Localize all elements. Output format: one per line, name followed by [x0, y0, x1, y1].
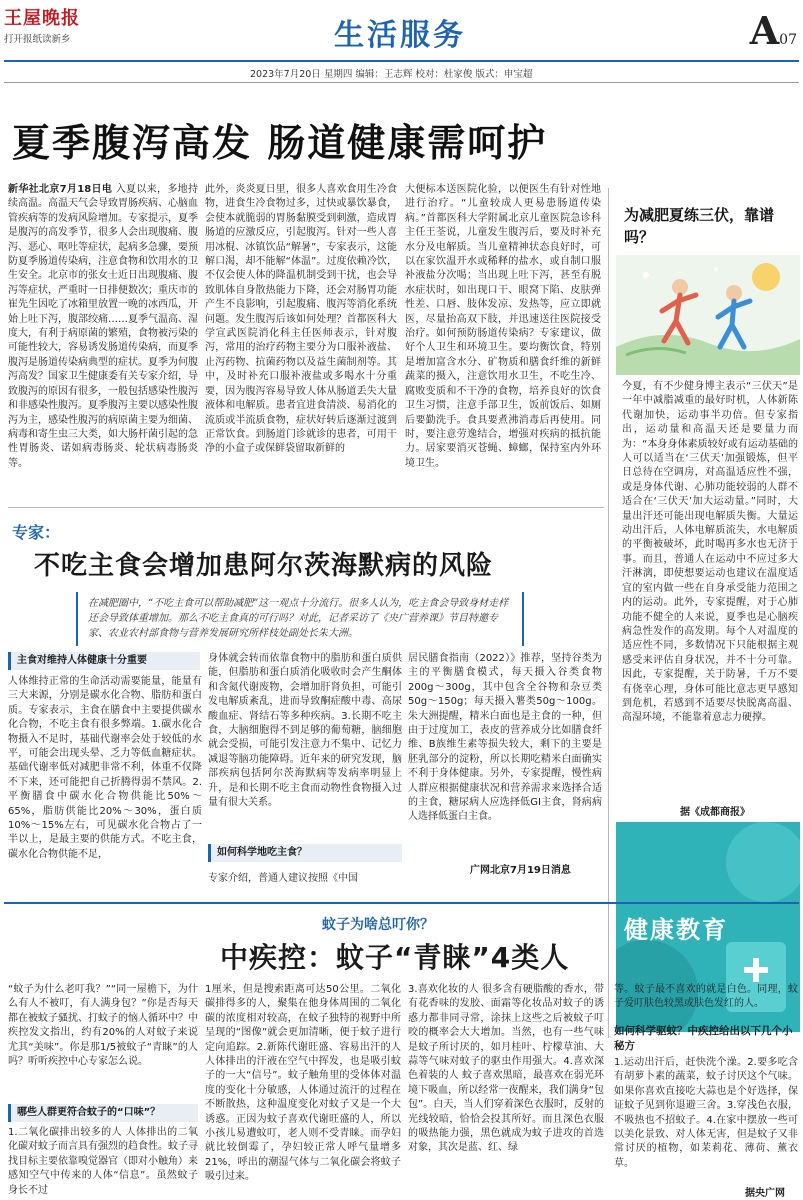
- runners-drawing: [616, 255, 800, 375]
- article2-column-2b: 专家介绍，普通人建议按照《中国: [208, 873, 358, 884]
- masthead-rule: [4, 60, 799, 62]
- article2-column-3: 居民膳食指南（2022）》推荐，坚持谷类为主的平衡膳食模式，每天摄入谷类食物200g～300g，其中包含全谷物和杂豆类50g～150g；每天摄入薯类50g～100g。朱大洲提醒，精米白面也是主食的一种，但由于过度加工，表皮的营养成分比如膳食纤维、B族维生素等损失较大，剩下的主要是胚乳部分的淀粉，所以长期吃精米白面确实不利于身体健康。另外，专家提醒，慢性病人群应根据健康状况和营养需求来选择合适的主食，糖尿病人应选择低GI主食，肾病病人选择低蛋白主食。: [408, 653, 602, 823]
- page-letter: A: [749, 8, 780, 53]
- headline-alzheimers: 不吃主食会增加患阿尔茨海默病的风险: [34, 551, 494, 581]
- exercise-illustration: [616, 255, 800, 375]
- dateline: 2023年7月20日 星期四 编辑：王志辉 校对：杜家俊 版式：申宝超: [250, 69, 533, 80]
- section-title: 生活服务: [334, 18, 466, 53]
- article3-subhead-1: 哪些人群更符合蚊子的“口味”？: [8, 1104, 198, 1122]
- article1-column-1-text: 入夏以来，多地持续高温。高温天气会导致胃肠疾病、心脑血管疾病等的发病风险增加。专家提示，夏季是腹泻的高发季节，很多人会出现腹痛、腹泻、恶心、呕吐等症状，起病多急骤，要预防夏季肠道传染病，注意食物和饮用水的卫生安全。北京市的张女士近日出现腹痛、腹泻等症状，严重时一日排便数次；重庆市的崔先生因吃了冰箱里放置一晚的冰西瓜，开始上吐下泻，腹部绞痛……夏季气温高、湿度大，有利于病原菌的繁殖，食物被污染的可能性较大，容易诱发肠道传染病，而夏季腹泻是肠道传染病典型的症状。夏季为何腹泻高发？国家卫生健康委有关专家介绍，导致腹泻的原因有很多，一般包括感染性腹泻和非感染性腹泻。夏季腹泻主要以感染性腹泻为主，感染性腹泻的病原菌主要为细菌、病毒和寄生虫三大类，如大肠杆菌引起的急性胃肠炎、诺如病毒肠炎、轮状病毒肠炎等。: [8, 184, 198, 469]
- article3-column-1: “蚊子为什么老叮我？”“同一屋檐下，为什么有人不被叮，有人满身包？”你是否每天都在被蚊子骚扰、打蚊子的恼人循环中？中疾控发文指出，约有20%的人对蚊子来说尤其“美味”。你是那1/5被蚊子“青睐”的人吗？听听疾控中心专家怎么说。: [8, 984, 198, 1068]
- article2-intro: 在减肥圈中，“不吃主食可以帮助减肥”这一观点十分流行。很多人认为，吃主食会导致身材走样还会导致体重增加。那么不吃主食真的可行吗？对此，记者采访了《央广营养课》节目特邀专家、农业农村部食物与营养发展研究所样枝处副处长朱大洲。: [88, 598, 509, 639]
- article3-column-2: 1厘米，但是搜索距离可达50公里。二氧化碳排得多的人，聚集在他身体周围的二氧化碳的浓度相对较高，在蚊子独特的视野中所呈现的“图像”就会更加清晰，便于蚊子进行定向追踪。2.新陈代谢旺盛、容易出汗的人 人体排出的汗液在空气中挥发，也是吸引蚊子的一大“信号”。蚊子触角里的受体体对温度的变化十分敏感，人体通过流汗的过程在不断散热，这种温度变化对蚊子又是一个大诱惑。正因为蚊子喜欢代谢旺盛的人，所以小孩儿易遭蚊叮，老人则不受青睐。而孕妇就比较倒霉了，孕妇较正常人呼气量增多21%，呼出的潮湿气体与二氧化碳会将蚊子吸引过来。: [205, 984, 401, 1183]
- article3-kicker: 蚊子为啥总叮你？: [322, 917, 434, 933]
- headline-diarrhea: 夏季腹泻高发 肠道健康需呵护: [12, 121, 548, 165]
- sidebar-source: 据《成都商报》: [680, 807, 750, 818]
- article2-subhead-1: 主食对维持人体健康十分重要: [8, 652, 200, 670]
- article3-tips: 1.运动出汗后，赶快洗个澡。2.要多吃含有胡萝卜素的蔬菜，蚊子讨厌这个气味。如果你喜欢直接吃大蒜也是个好选择，保证蚊子见到你退避三舍。3.穿浅色衣服，不吸热也不招蚊子。4.在家中摆放一些可以美化景致、对人体无害，但是蚊子又非常讨厌的植物，如茉莉花、薄荷、薰衣草。: [614, 1057, 798, 1169]
- article1-column-3: 大便标本送医院化验，以便医生有针对性地进行治疗。“儿童较成人更易患肠道传染病。”首都医科大学附属北京儿童医院急诊科主任王荃说，儿童发生腹泻后，要及时补充水分及电解质。当儿童精神状态良好时，可以在家饮温开水或稀释的盐水，或自制口服补液盐分次喝；当出现上吐下泻，甚至有脱水症状时，如出现口干、眼窝下陷、皮肤弹性差、口唇、肢体发凉、发热等，应立即就医，尽量抬高双下肢，并迅速送往医院接受治疗。如何预防肠道传染病？专家建议，做好个人卫生和环境卫生。要均衡饮食，特别是增加富含水分、矿物质和膳食纤维的新鲜蔬菜的摄入，注意饮用水卫生，不吃生冷、腐败变质和不干净的食物，培养良好的饮食卫生习惯，注意手部卫生，饭前饭后、如厕后要勤洗手。食具要煮沸消毒后再使用。同时，要注意劳逸结合，增强对疾病的抵抗能力。居家要消灭苍蝇、蟑螂，保持室内外环境卫生。: [405, 184, 601, 469]
- article1-column-1: [8, 183, 198, 501]
- article3-column-4: 等。蚊子最不喜欢的就是白色。同理，蚊子爱叮肤色较黑或肤色发红的人。: [614, 984, 798, 1010]
- page-digits: 07: [779, 32, 797, 48]
- newspaper-name: 王屋晚报: [4, 8, 80, 29]
- article2-intro-box: [76, 592, 524, 646]
- article3-column-1b: 1.二氧化碳排出较多的人 人体排出的二氧化碳对蚊子而言具有强烈的趋食性。蚊子寻找目标主要依靠嗅觉器官（即对小触角）来感知空气中传来的人体“信息”。虽然蚊子身长不过: [8, 1127, 198, 1196]
- sidebar-title: 为减肥夏练三伏，靠谱吗？: [624, 206, 775, 246]
- sidebar-divider: [608, 188, 609, 1038]
- article2-kicker: 专家：: [12, 523, 61, 542]
- article3-column-3: 3.喜欢化妆的人 很多含有硬脂酸的香水，带有花香味的发胶、面霜等化妆品对蚊子的诱惑力都非同寻常，涂抹上这些之后被蚊子叮咬的概率会大大增加。当然，也有一些气味是蚊子所讨厌的，如月桂叶、柠檬草油、大蒜等气味对蚊子的驱虫作用强大。4.喜欢深色着装的人 蚊子喜欢黑暗，最喜欢在弱光环境下吸血，所以经常一夜醒来，我们满身“包包”。白天，当人们穿着深色衣服时，反射的光线较暗，恰恰会投其所好。而且深色衣服的吸热能力强，黑色就成为蚊子进攻的首选对象，其次是蓝、红、绿: [408, 984, 604, 1154]
- article1-lead: 新华社北京7月18日电: [8, 184, 113, 195]
- newspaper-slogan: 打开报纸读新乡: [4, 34, 71, 45]
- sidebar-body: 今夏，有不少健身博主表示“三伏天”是一年中减脂减重的最好时机，人体新陈代谢加快，运动事半功倍。但专家指出，运动量和高温天还是要量力而为：“本身身体素质较好或有运动基础的人可以适当在‘三伏天’加强锻炼，但平日总待在空调房，对高温适应性不强，或是身体代谢、心肺功能较弱的人群不适合在‘三伏天’加大运动量。”同时，大量出汗还可能出现电解质失衡。大量运动出汗后，人体电解质流失，水电解质的平衡被破坏，此时喝再多水也无济于事。而且，普通人在运动中不应过多大汗淋漓，即使想要运动也建议在温度适宜的室内做一些在自身承受能力范围之内的运动。此外，专家提醒，对于心肺功能不健全的人来说，夏季也是心脑疾病急性发作的高发期。每个人对温度的适应性不同，多数情况下只能根据主观感受来评估自身状况，并不十分可靠。因此，专家提醒，关于防暑，千万不要有侥幸心理，身体可能比意志更早感知到危机，若感到不适要尽快脱离高温、高湿环境，不能靠着意志力硬撑。: [622, 381, 798, 724]
- article3-top-divider: [4, 902, 799, 904]
- dateline-divider: [4, 82, 799, 83]
- article2-top-divider: [8, 507, 604, 508]
- article2-source: 广网北京7月19日消息: [470, 865, 571, 876]
- article2-column-2: 身体就会转而依靠食物中的脂肪和蛋白质供能，但脂肪和蛋白质消化吸收时会产生酮体和含氮代谢废物，会增加肝肾负担，可能引发电解质紊乱，进而导致酮症酸中毒、高尿酸血症、肾结石等多种疾病。3.长期不吃主食，大脑细胞得不到足够的葡萄糖，脑细胞就会受损，可能引发注意力不集中、记忆力减退等脑功能障碍。近年来的研究发现，脑部疾病包括阿尔茨海默病等发病率明显上升，是和长期不吃主食而动物性食物摄入过量有很大关系。: [208, 653, 402, 809]
- article3-subhead-2: 如何科学驱蚊？中疾控给出以下几个小秘方: [614, 1025, 793, 1052]
- article2-column-1: 人体维持正常的生命活动需要能量，能量有三大来源，分别是碳水化合物、脂肪和蛋白质。专家表示，主食在膳食中主要提供碳水化合物，不吃主食有很多弊端。1.碳水化合物摄入不足时，基础代谢率会处于较低的水平，可能会出现头晕、乏力等低血糖症状。基础代谢率低对减肥非常不利，体重不仅降不下来，还可能把自己折腾得弱不禁风。2.平衡膳食中碳水化合物供能比50%～65%，脂肪供能比20%～30%，蛋白质10%～15%左右，可见碳水化合物占了一半以上，是最主要的供能方式。不吃主食，碳水化合物供能不足，: [8, 676, 202, 860]
- article2-subhead-2: 如何科学地吃主食？: [208, 844, 402, 862]
- banner-title: 健康教育: [624, 916, 728, 944]
- page-number: [750, 8, 797, 53]
- article1-column-2: 此外，炎炎夏日里，很多人喜欢食用生冷食物，进食生冷食物过多，过快或暴饮暴食，会使本就脆弱的胃肠黏膜受到刺激，造成胃肠道的应激反应，引起腹泻。针对一些人喜用冰棍、冰镇饮品“解暑”，专家表示，这能解口渴，却不能解“体温”。过度依赖冷饮，不仅会使人体的降温机制受到干扰，也会导致肌体自身散热能力下降，还会对肠胃功能产生不良影响，引起腹痛、腹泻等消化系统问题。发生腹泻后该如何处理？首都医科大学宣武医院消化科主任医师表示，针对腹泻，常用的治疗药物主要分为口服补液盐、止泻药物、抗菌药物以及益生菌制剂等。其中，及时补充口服补液盐或多喝水十分重要，因为腹泻容易导致人体从肠道丢失大量液体和电解质。患者宜进食清淡、易消化的流质或半流质食物，症状好转后逐渐过渡到正常饮食。到肠道门诊就诊的患者，可用干净的小盒子或保鲜袋留取新鲜的: [205, 184, 397, 455]
- masthead-logo: [4, 4, 112, 45]
- headline-mosquito: 中疾控：蚊子“青睐”4类人: [220, 941, 570, 974]
- article3-source: 据央广网: [745, 1188, 785, 1199]
